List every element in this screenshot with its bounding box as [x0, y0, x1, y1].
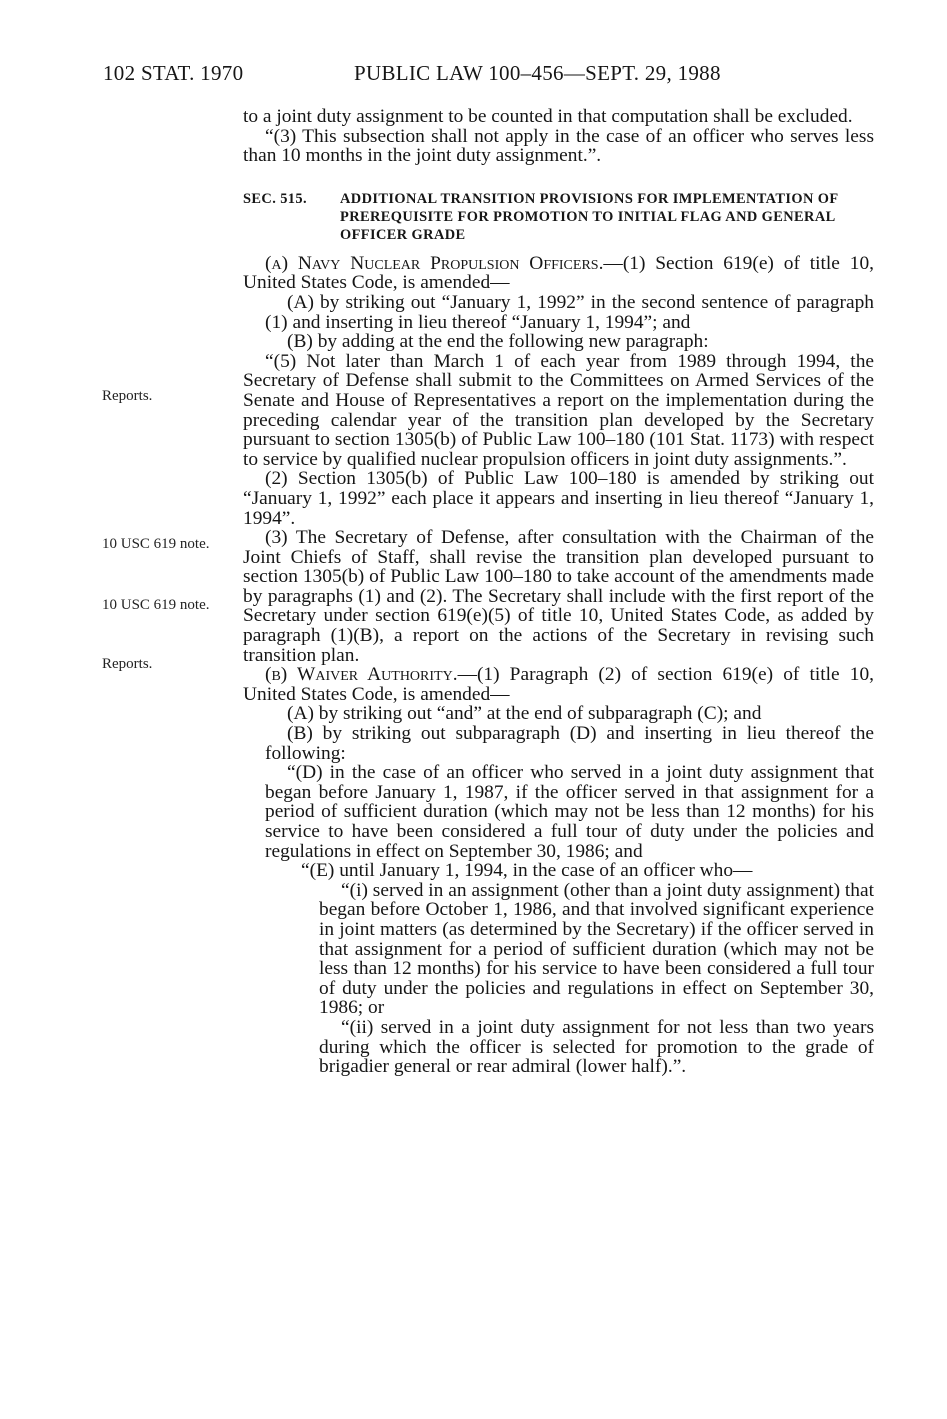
statute-text — [243, 107, 874, 1077]
paragraph: (2) Section 1305(b) of Public Law 100–180 is amended by striking out “January 1, 1992” each place it appears and inserting in lieu thereof “January 1, 1994”. — [243, 468, 874, 529]
subparagraph: (B) by adding at the end the following new paragraph: — [287, 331, 709, 353]
section-number: SEC. 515. — [243, 190, 307, 207]
quoted-paragraph: “(5) Not later than March 1 of each year from 1989 through 1994, the Secretary of Defense shall submit to the Committees on Armed Services of the Senate and House of Representatives a report on the implementation during the preceding calendar year of the transition plan developed by the Secretary pursuant to section 1305(b) of Public Law 100–180 (101 Stat. 1173) with respect to service by qualified nuclear propulsion officers in joint duty assignments.”. — [243, 350, 874, 470]
subparagraph: (A) by striking out “and” at the end of subparagraph (C); and — [287, 703, 762, 725]
stat-citation: 102 STAT. 1970 — [103, 61, 244, 85]
clause: “(i) served in an assignment (other than a joint duty assignment) that began before October 1, 1986, and that involved significant experience in joint matters (as determined by the Secretary) if the officer served in that assignment for a period of sufficient duration (which may not be less than 12 months) for his service to have been considered a full tour of duty under the policies and regulations in effect on September 30, 1986; or — [319, 879, 874, 1019]
subsection-text: —(1) Section 619(e) of title 10, United States Code, is amended— — [243, 252, 874, 294]
paragraph: “(3) This subsection shall not apply in the case of an officer who serves less than 10 months in the joint duty assignment.”. — [243, 125, 874, 167]
margin-note-usc: 10 USC 619 note. — [102, 536, 210, 552]
margin-note-usc: 10 USC 619 note. — [102, 597, 210, 613]
section-title: ADDITIONAL TRANSITION PROVISIONS FOR IMPLEMENTATION OF PREREQUISITE FOR PROMOTION TO INITIAL FLAG AND GENERAL OFFICER GRADE — [340, 190, 839, 243]
paragraph: to a joint duty assignment to be counted in that computation shall be excluded. — [243, 106, 853, 127]
subsection-b — [243, 665, 874, 704]
paragraph: (3) The Secretary of Defense, after consultation with the Chairman of the Joint Chiefs of Staff, shall revise the transition plan developed pursuant to section 1305(b) of Public Law 100–180 to take account of the amendments made by paragraphs (1) and (2). The Secretary shall include with the first report of the Secretary under section 619(e)(5) of title 10, United States Code, as added by paragraph (1)(B), a report on the actions of the Secretary in revising such transition plan. — [243, 527, 874, 666]
quoted-subparagraph: “(D) in the case of an officer who served in a joint duty assignment that began before January 1, 1987, if the officer served in that assignment for a period of sufficient duration (which may not be less than 12 months) for his service to have been considered a full tour of duty under the policies and regulations in effect on September 30, 1986; and — [265, 762, 874, 862]
quoted-subparagraph: “(E) until January 1, 1994, in the case of an officer who— — [301, 860, 753, 882]
public-law-citation: PUBLIC LAW 100–456—SEPT. 29, 1988 — [354, 61, 721, 85]
clause: “(ii) served in a joint duty assignment for not less than two years during which the officer is selected for promotion to the grade of brigadier general or rear admiral (lower half).”. — [319, 1016, 874, 1078]
subsection-heading: (b) Waiver Authority. — [265, 664, 458, 686]
subsection-a — [243, 254, 874, 293]
page-header — [0, 61, 947, 91]
subsection-heading: (a) Navy Nuclear Propulsion Officers. — [265, 252, 604, 274]
section-heading — [243, 190, 874, 244]
subparagraph: (B) by striking out subparagraph (D) and inserting in lieu thereof the following: — [265, 723, 874, 764]
margin-note-reports: Reports. — [102, 388, 153, 404]
subparagraph: (A) by striking out “January 1, 1992” in the second sentence of paragraph (1) and inserting in lieu thereof “January 1, 1994”; and — [265, 291, 874, 333]
margin-note-reports: Reports. — [102, 656, 153, 672]
subsection-text: —(1) Paragraph (2) of section 619(e) of title 10, United States Code, is amended— — [243, 664, 875, 705]
